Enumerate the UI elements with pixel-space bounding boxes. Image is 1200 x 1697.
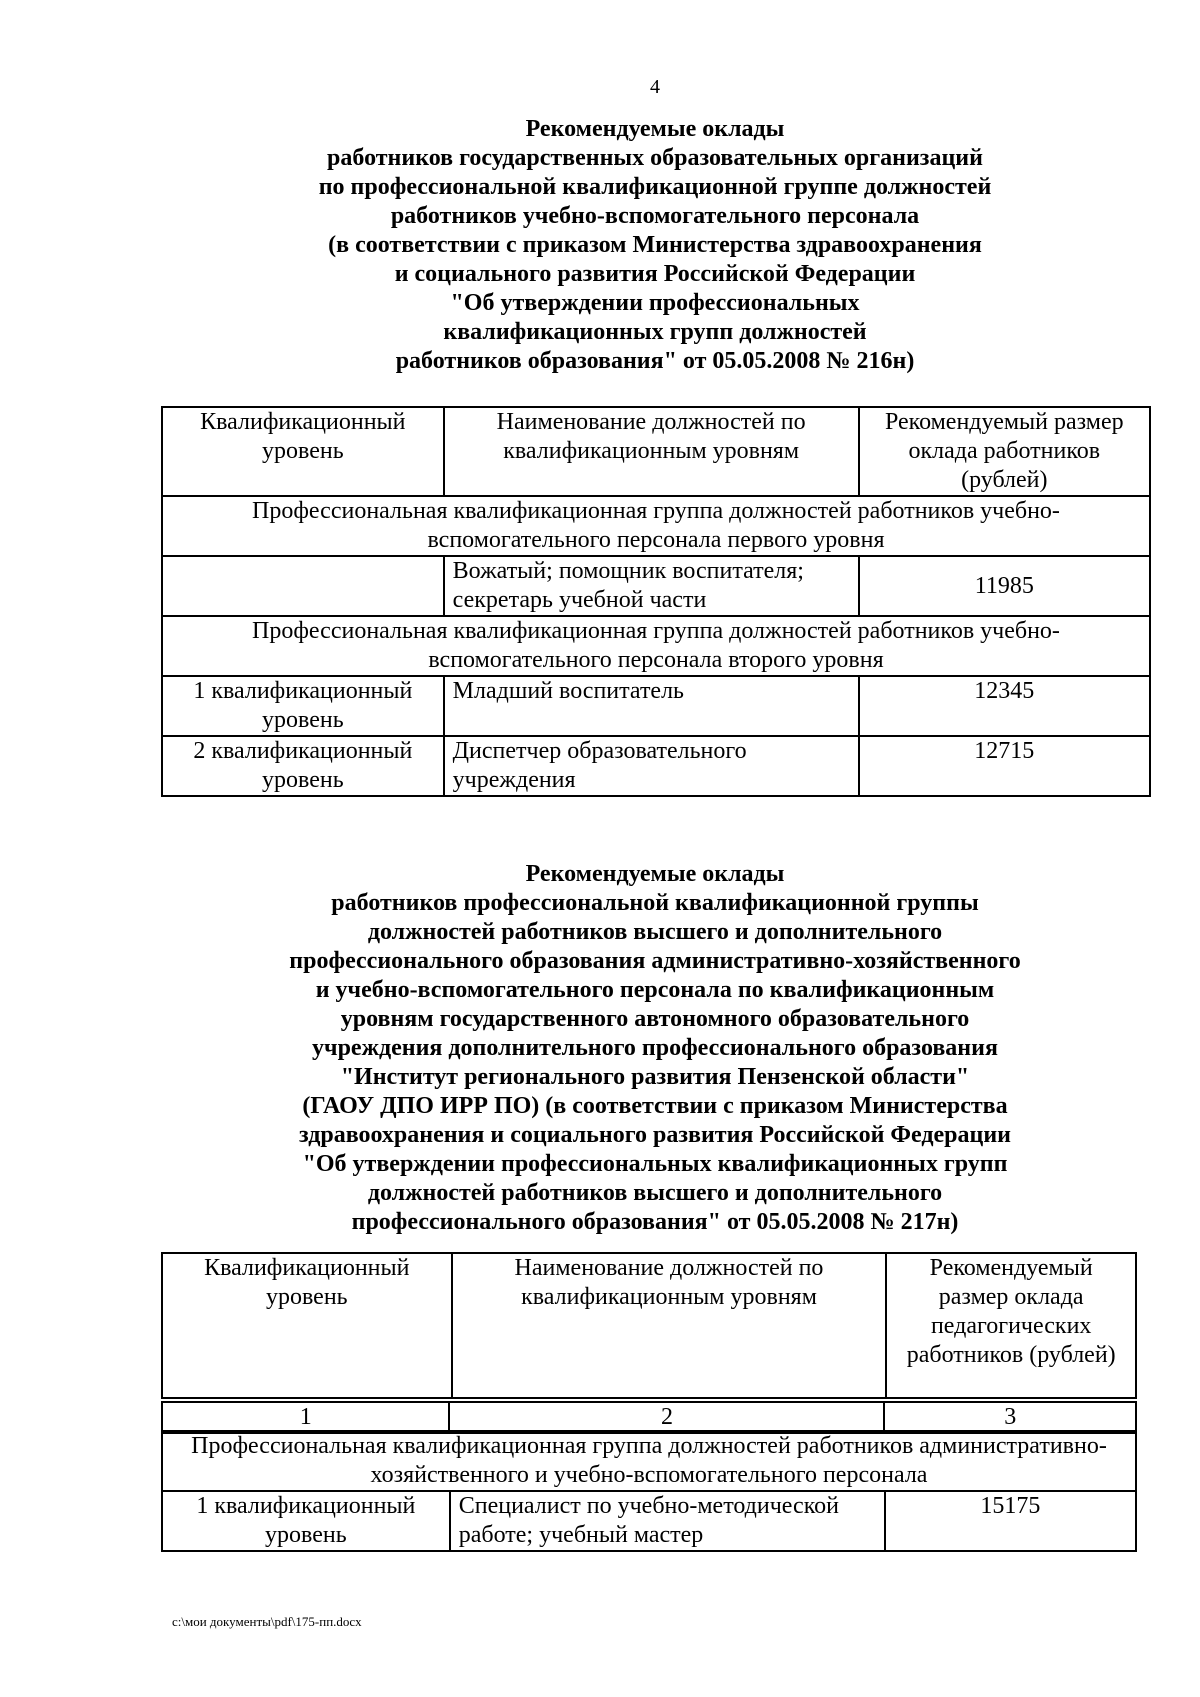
table-header-row [162,1253,1136,1398]
heading-line: профессионального образования" от 05.05.2008 № 217н) [351,1209,959,1235]
salary-cell: 15175 [885,1491,1136,1551]
heading-line: (ГАОУ ДПО ИРР ПО) (в соответствии с приказом Министерства [302,1093,1008,1119]
salary-cell: 12715 [859,736,1150,796]
salary-cell: 11985 [859,556,1150,616]
salary-cell: 12345 [859,676,1150,736]
column-number: 2 [449,1402,884,1433]
heading-line: работников профессиональной квалификационной группы [331,890,979,916]
header-level: Квалификационный уровень [162,1253,452,1398]
heading-line: здравоохранения и социального развития Российской Федерации [299,1122,1011,1148]
table-row [162,556,1150,616]
heading-line: уровням государственного автономного образовательного [340,1006,970,1032]
group-title: Профессиональная квалификационная группа должностей работников административно-хозяйственного и учебно-вспомогательного персонала [162,1431,1136,1491]
section1-heading [0,115,1200,376]
table-row [162,1491,1136,1551]
heading-line: "Об утверждении профессиональных [450,290,860,316]
group-title: Профессиональная квалификационная группа должностей работников учебно-вспомогательного персонала первого уровня [162,496,1150,556]
heading-line: квалификационных групп должностей [443,319,867,345]
column-number-row [162,1402,1136,1433]
header-salary: Рекомендуемый размер оклада педагогических работников (рублей) [886,1253,1136,1398]
heading-line: работников учебно-вспомогательного персонала [390,203,920,229]
header-level: Квалификационный уровень [162,407,444,496]
position-cell: Диспетчер образовательного учреждения [444,736,859,796]
group-row [162,496,1150,556]
heading-line: (в соответствии с приказом Министерства здравоохранения [328,232,982,258]
footer-file-path: c:\мои документы\pdf\175-пп.docx [172,1614,362,1629]
page-number: 4 [650,76,660,98]
heading-line: учреждения дополнительного профессионального образования [312,1035,998,1061]
header-salary: Рекомендуемый размер оклада работников (рублей) [859,407,1150,496]
level-cell: 1 квалификационный уровень [162,676,444,736]
header-position: Наименование должностей по квалификационным уровням [444,407,859,496]
salary-table-2-body [161,1430,1137,1552]
level-cell: 2 квалификационный уровень [162,736,444,796]
heading-line: и социального развития Российской Федерации [394,261,916,287]
heading-line: должностей работников высшего и дополнительного [367,1180,943,1206]
level-cell [162,556,444,616]
heading-line: Рекомендуемые оклады [525,116,785,142]
salary-table-1 [161,406,1151,797]
column-number: 1 [162,1402,449,1433]
heading-line: "Институт регионального развития Пензенской области" [340,1064,970,1090]
heading-line: и учебно-вспомогательного персонала по квалификационным [315,977,995,1003]
heading-line: "Об утверждении профессиональных квалификационных групп [302,1151,1008,1177]
heading-line: Рекомендуемые оклады [525,861,785,887]
table-row [162,676,1150,736]
heading-line: работников образования" от 05.05.2008 № 216н) [395,348,915,374]
group-row [162,1431,1136,1491]
table-header-row [162,407,1150,496]
section2-heading [0,860,1200,1237]
position-cell: Вожатый; помощник воспитателя; секретарь учебной части [444,556,859,616]
group-row [162,616,1150,676]
salary-table-2-header [161,1252,1137,1399]
heading-line: по профессиональной квалификационной группе должностей [318,174,992,200]
position-cell: Специалист по учебно-методической работе; учебный мастер [450,1491,885,1551]
position-cell: Младший воспитатель [444,676,859,736]
header-position: Наименование должностей по квалификационным уровням [452,1253,887,1398]
table-row [162,736,1150,796]
heading-line: работников государственных образовательных организаций [327,145,983,171]
heading-line: должностей работников высшего и дополнительного [367,919,943,945]
heading-line: профессионального образования административно-хозяйственного [289,948,1021,974]
column-number: 3 [884,1402,1136,1433]
group-title: Профессиональная квалификационная группа должностей работников учебно-вспомогательного персонала второго уровня [162,616,1150,676]
level-cell: 1 квалификационный уровень [162,1491,450,1551]
